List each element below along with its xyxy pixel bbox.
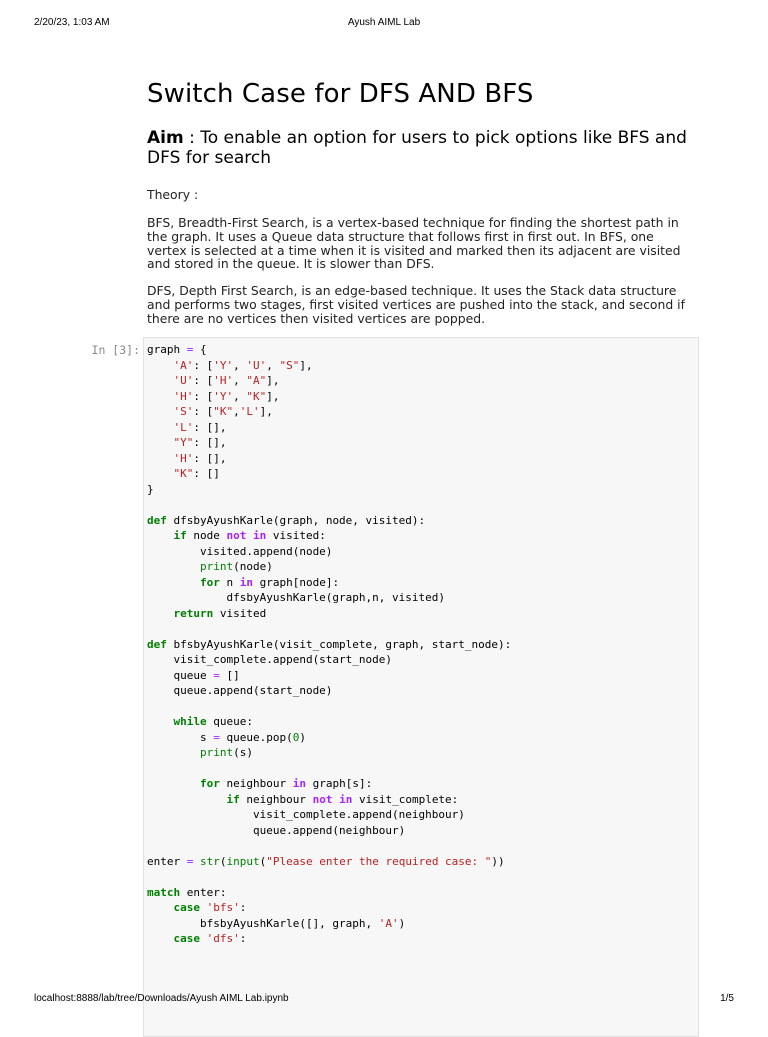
code-line: match enter: [147,885,227,899]
code-line: print(node) [199,560,273,573]
code-line: bfsbyAyushKarle([], graph, 'A') [147,916,406,930]
code-line: case 'dfs': [173,932,247,945]
code-line: visit_complete.append(start_node) [147,653,393,666]
code-line: queue.append(neighbour) [147,823,406,837]
aim-label: Aim [147,128,184,148]
page-number: 1/5 [720,993,734,1004]
code-line: while queue: [173,715,253,728]
aim-text: : To enable an option for users to pick options like BFS and DFS for search [147,128,687,168]
code-line: for neighbour in graph[s]: [199,777,373,790]
print-title: Ayush AIML Lab [347,17,421,28]
code-line: "Y": [], [173,436,227,449]
code-line: if neighbour not in visit_complete: [226,792,459,806]
print-datetime: 2/20/23, 1:03 AM [34,17,110,28]
code-line: visit_complete.append(neighbour) [147,808,465,821]
code-line: graph = { [147,343,207,356]
aim-heading [147,128,692,168]
cell-prompt: In [3]: [91,343,140,357]
print-header [0,17,768,31]
page-title: Switch Case for DFS AND BFS [147,79,534,109]
code-line: if node not in visited: [173,529,326,542]
code-line: visited.append(node) [147,544,333,558]
print-url: localhost:8888/lab/tree/Downloads/Ayush AIML Lab.ipynb [34,993,289,1004]
code-line: 'L': [], [173,420,227,434]
dfs-paragraph: DFS, Depth First Search, is an edge-based technique. It uses the Stack data structure and performs two stages, first visited vertices are pushed into the stack, and second if there are no vertices then visited vertices are popped. [147,283,685,326]
code-line: queue.append(start_node) [147,684,333,697]
code-line: s = queue.pop(0) [147,730,306,744]
code-editor[interactable] [147,342,511,947]
code-line: 'A': ['Y', 'U', "S"], [173,358,313,372]
code-line: print(s) [199,746,253,759]
theory-label: Theory : [147,187,199,202]
code-line: 'S': ["K",'L'], [173,405,273,418]
code-line: enter = str(input("Please enter the required case: ")) [147,854,505,868]
bfs-paragraph: BFS, Breadth-First Search, is a vertex-based technique for finding the shortest path in the graph. It uses a Queue data structure that follows first in first out. In BFS, one vertex is selected at a time when it is visited and marked then its adjacent are visited and stored in the queue. It is slower than DFS. [147,215,681,272]
code-line: for n in graph[node]: [199,575,340,589]
code-line: 'U': ['H', "A"], [173,374,280,387]
code-line: "K": [] [173,467,220,480]
code-line: queue = [] [147,668,240,682]
code-line: return visited [173,606,267,620]
code-line: case 'bfs': [173,901,247,914]
code-line: def dfsbyAyushKarle(graph, node, visited): [147,513,426,527]
print-footer [0,993,768,1007]
code-line: 'H': [], [173,451,227,465]
code-line: dfsbyAyushKarle(graph,n, visited) [147,591,446,604]
code-line: } [147,482,154,496]
code-line: 'H': ['Y', "K"], [173,389,280,403]
code-line: def bfsbyAyushKarle(visit_complete, graph, start_node): [147,637,512,651]
